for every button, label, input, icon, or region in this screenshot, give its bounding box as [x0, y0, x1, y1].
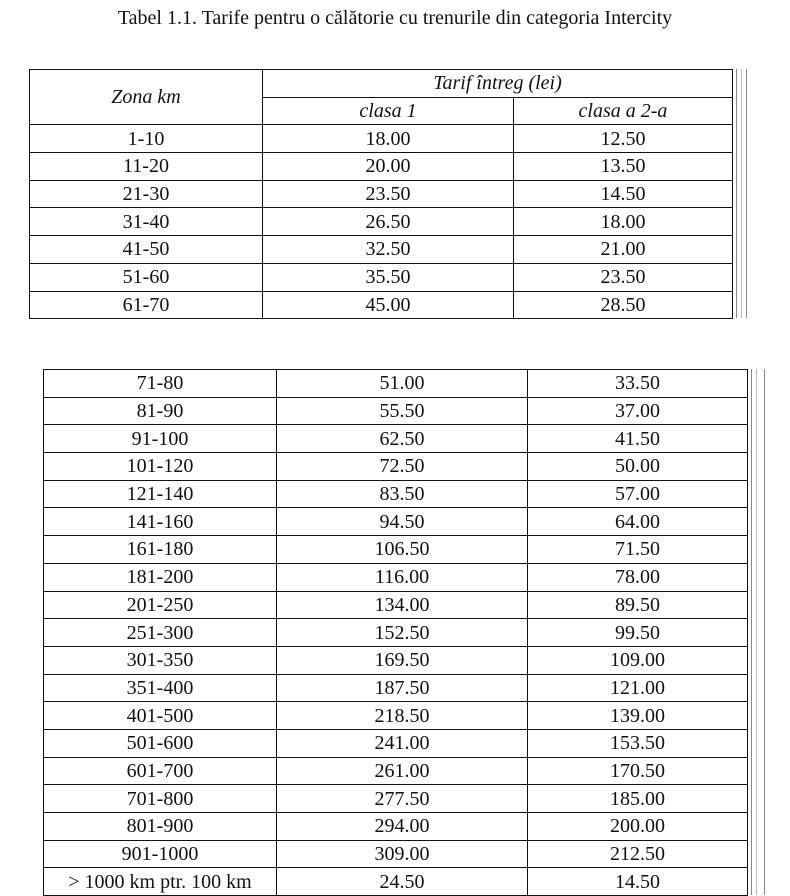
header-row	[30, 70, 733, 98]
class-2-fare-cell: 170.50	[528, 757, 748, 785]
table-row	[30, 263, 733, 291]
table-row	[44, 619, 748, 647]
zone-km-cell: 181-200	[44, 563, 277, 591]
table-row	[30, 291, 733, 319]
table-row	[44, 757, 748, 785]
zone-km-cell: 251-300	[44, 619, 277, 647]
class-2-fare-cell: 37.00	[528, 397, 748, 425]
class-2-fare-cell: 139.00	[528, 702, 748, 730]
fare-table-header	[30, 70, 733, 125]
zone-km-cell: 301-350	[44, 646, 277, 674]
class-2-fare-cell: 33.50	[528, 370, 748, 398]
class-2-fare-cell: 99.50	[528, 619, 748, 647]
table-title: Tabel 1.1. Tarife pentru o călătorie cu trenurile din categoria Intercity	[117, 7, 673, 29]
class-2-fare-cell: 71.50	[528, 536, 748, 564]
class-1-fare-cell: 169.50	[277, 646, 528, 674]
zone-km-cell: 351-400	[44, 674, 277, 702]
zone-km-cell: 61-70	[30, 291, 263, 319]
table-row	[30, 236, 733, 264]
table-row	[44, 536, 748, 564]
class-2-fare-cell: 23.50	[514, 263, 733, 291]
zone-km-cell: 801-900	[44, 813, 277, 841]
class-2-fare-cell: 200.00	[528, 813, 748, 841]
class-2-fare-cell: 212.50	[528, 840, 748, 868]
zone-km-cell: 81-90	[44, 397, 277, 425]
class-2-fare-cell: 14.50	[514, 180, 733, 208]
class-1-fare-cell: 241.00	[277, 729, 528, 757]
table-edge-rails	[736, 69, 747, 318]
zone-km-cell: 101-120	[44, 453, 277, 481]
zone-km-cell: 161-180	[44, 536, 277, 564]
zone-km-header: Zona km	[30, 70, 263, 125]
table-row	[44, 508, 748, 536]
class-2-fare-cell: 14.50	[528, 868, 748, 896]
class-1-fare-cell: 294.00	[277, 813, 528, 841]
class-2-header: clasa a 2-a	[514, 97, 733, 125]
class-2-fare-cell: 64.00	[528, 508, 748, 536]
zone-km-cell: 501-600	[44, 729, 277, 757]
zone-km-cell: 601-700	[44, 757, 277, 785]
table-row	[44, 425, 748, 453]
zone-km-cell: 701-800	[44, 785, 277, 813]
class-1-fare-cell: 35.50	[263, 263, 514, 291]
class-2-fare-cell: 109.00	[528, 646, 748, 674]
zone-km-cell: 41-50	[30, 236, 263, 264]
table-row	[44, 591, 748, 619]
table-row	[30, 208, 733, 236]
class-1-fare-cell: 26.50	[263, 208, 514, 236]
table-row	[44, 813, 748, 841]
class-1-header: clasa 1	[263, 97, 514, 125]
table-row	[44, 480, 748, 508]
table-row	[44, 674, 748, 702]
class-1-fare-cell: 32.50	[263, 236, 514, 264]
zone-km-cell: 11-20	[30, 153, 263, 181]
class-1-fare-cell: 51.00	[277, 370, 528, 398]
class-1-fare-cell: 72.50	[277, 453, 528, 481]
table-row	[44, 453, 748, 481]
class-2-fare-cell: 153.50	[528, 729, 748, 757]
class-1-fare-cell: 152.50	[277, 619, 528, 647]
zone-km-cell: > 1000 km ptr. 100 km	[44, 868, 277, 896]
class-2-fare-cell: 12.50	[514, 125, 733, 153]
zone-km-cell: 401-500	[44, 702, 277, 730]
class-1-fare-cell: 261.00	[277, 757, 528, 785]
class-1-fare-cell: 23.50	[263, 180, 514, 208]
table-row	[44, 868, 748, 896]
class-1-fare-cell: 55.50	[277, 397, 528, 425]
table-row	[30, 180, 733, 208]
table-row	[44, 563, 748, 591]
class-1-fare-cell: 218.50	[277, 702, 528, 730]
zone-km-cell: 51-60	[30, 263, 263, 291]
class-1-fare-cell: 187.50	[277, 674, 528, 702]
fare-table-body-2	[44, 370, 748, 896]
table-row	[44, 785, 748, 813]
zone-km-cell: 141-160	[44, 508, 277, 536]
class-2-fare-cell: 121.00	[528, 674, 748, 702]
table-row	[44, 702, 748, 730]
full-tariff-header: Tarif întreg (lei)	[263, 70, 733, 98]
class-2-fare-cell: 28.50	[514, 291, 733, 319]
table-row	[30, 125, 733, 153]
class-1-fare-cell: 116.00	[277, 563, 528, 591]
zone-km-cell: 21-30	[30, 180, 263, 208]
class-2-fare-cell: 41.50	[528, 425, 748, 453]
zone-km-cell: 91-100	[44, 425, 277, 453]
class-2-fare-cell: 18.00	[514, 208, 733, 236]
class-1-fare-cell: 45.00	[263, 291, 514, 319]
fare-table-part-1	[29, 69, 733, 319]
class-1-fare-cell: 277.50	[277, 785, 528, 813]
class-2-fare-cell: 185.00	[528, 785, 748, 813]
class-1-fare-cell: 106.50	[277, 536, 528, 564]
table-edge-rails	[751, 369, 765, 895]
table-row	[44, 729, 748, 757]
class-1-fare-cell: 62.50	[277, 425, 528, 453]
zone-km-cell: 121-140	[44, 480, 277, 508]
class-2-fare-cell: 21.00	[514, 236, 733, 264]
class-1-fare-cell: 309.00	[277, 840, 528, 868]
class-2-fare-cell: 57.00	[528, 480, 748, 508]
class-1-fare-cell: 18.00	[263, 125, 514, 153]
table-row	[30, 153, 733, 181]
fare-table-body-1	[30, 125, 733, 319]
class-1-fare-cell: 20.00	[263, 153, 514, 181]
zone-km-cell: 1-10	[30, 125, 263, 153]
table-row	[44, 646, 748, 674]
class-1-fare-cell: 24.50	[277, 868, 528, 896]
zone-km-cell: 71-80	[44, 370, 277, 398]
zone-km-cell: 31-40	[30, 208, 263, 236]
class-1-fare-cell: 94.50	[277, 508, 528, 536]
class-2-fare-cell: 50.00	[528, 453, 748, 481]
class-1-fare-cell: 83.50	[277, 480, 528, 508]
class-2-fare-cell: 89.50	[528, 591, 748, 619]
zone-km-cell: 901-1000	[44, 840, 277, 868]
class-2-fare-cell: 13.50	[514, 153, 733, 181]
table-row	[44, 397, 748, 425]
fare-table-part-2	[43, 369, 748, 896]
table-row	[44, 840, 748, 868]
table-row	[44, 370, 748, 398]
class-2-fare-cell: 78.00	[528, 563, 748, 591]
zone-km-cell: 201-250	[44, 591, 277, 619]
class-1-fare-cell: 134.00	[277, 591, 528, 619]
